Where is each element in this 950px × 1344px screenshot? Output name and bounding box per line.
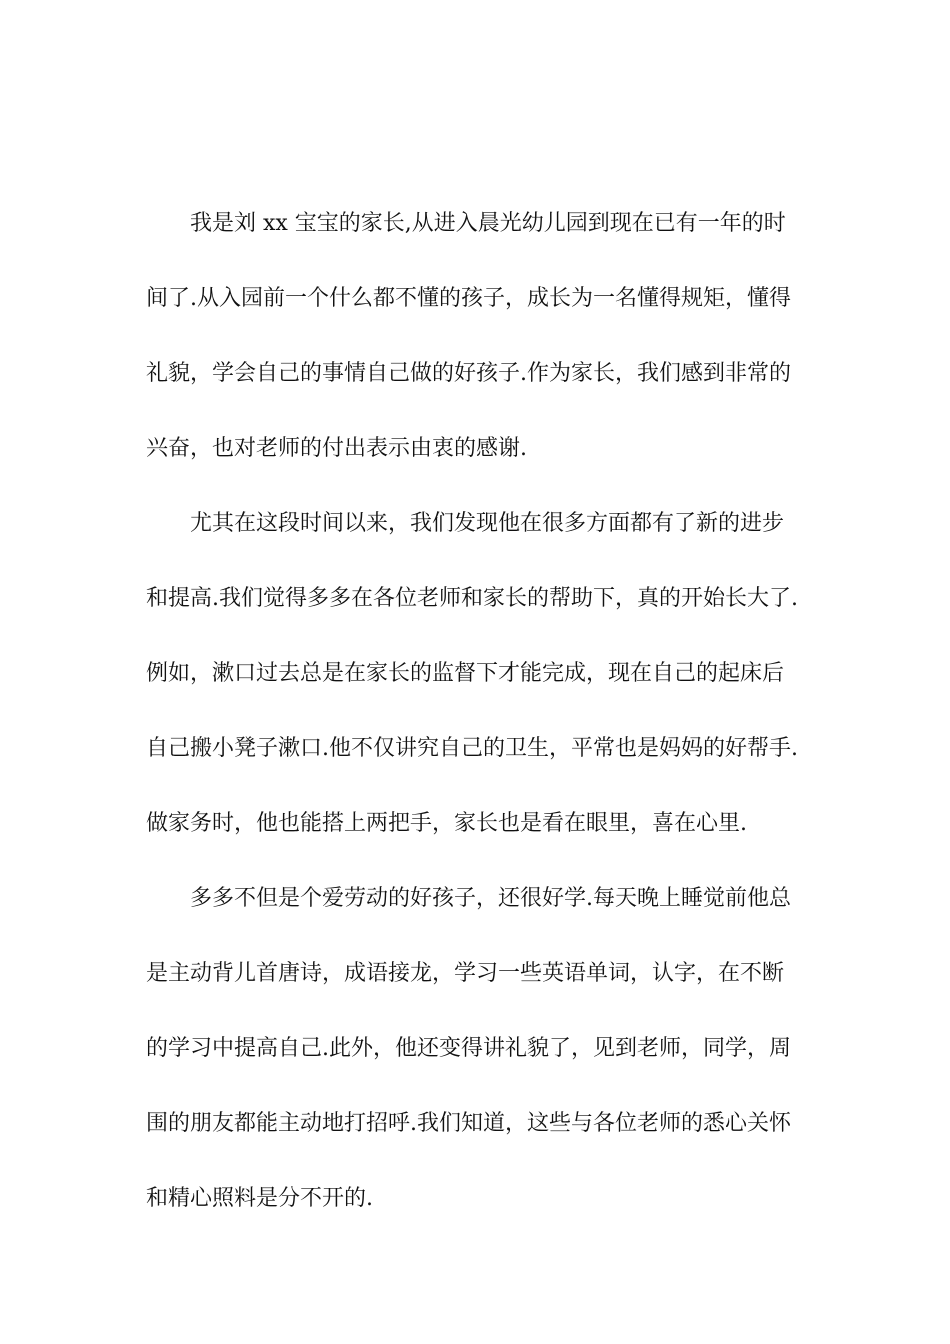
paragraph-3-line-1: 多多不但是个爱劳动的好孩子，还很好学.每天晚上睡觉前他总 — [190, 886, 791, 911]
paragraph-3-line-3: 的学习中提高自己.此外，他还变得讲礼貌了，见到老师，同学，周 — [146, 1036, 791, 1061]
paragraph-3-line-2: 是主动背儿首唐诗，成语接龙，学习一些英语单词，认字，在不断 — [146, 961, 785, 986]
paragraph-1-line-1: 我是刘 xx 宝宝的家长,从进入晨光幼儿园到现在已有一年的时 — [190, 211, 786, 236]
paragraph-1-line-3: 礼貌，学会自己的事情自己做的好孩子.作为家长，我们感到非常的 — [146, 361, 791, 386]
paragraph-2-line-2: 和提高.我们觉得多多在各位老师和家长的帮助下，真的开始长大了. — [146, 586, 798, 611]
paragraph-2-line-5: 做家务时，他也能搭上两把手，家长也是看在眼里，喜在心里. — [146, 811, 747, 836]
paragraph-3-line-4: 围的朋友都能主动地打招呼.我们知道，这些与各位老师的悉心关怀 — [146, 1111, 791, 1136]
paragraph-2-line-1: 尤其在这段时间以来，我们发现他在很多方面都有了新的进步 — [190, 511, 785, 536]
paragraph-1-line-4: 兴奋，也对老师的付出表示由衷的感谢. — [146, 436, 527, 461]
paragraph-3-line-5: 和精心照料是分不开的. — [146, 1186, 373, 1211]
paragraph-2-line-4: 自己搬小凳子漱口.他不仅讲究自己的卫生，平常也是妈妈的好帮手. — [146, 736, 798, 761]
paragraph-1-line-2: 间了.从入园前一个什么都不懂的孩子，成长为一名懂得规矩，懂得 — [146, 286, 791, 311]
paragraph-2-line-3: 例如，漱口过去总是在家长的监督下才能完成，现在自己的起床后 — [146, 661, 785, 686]
